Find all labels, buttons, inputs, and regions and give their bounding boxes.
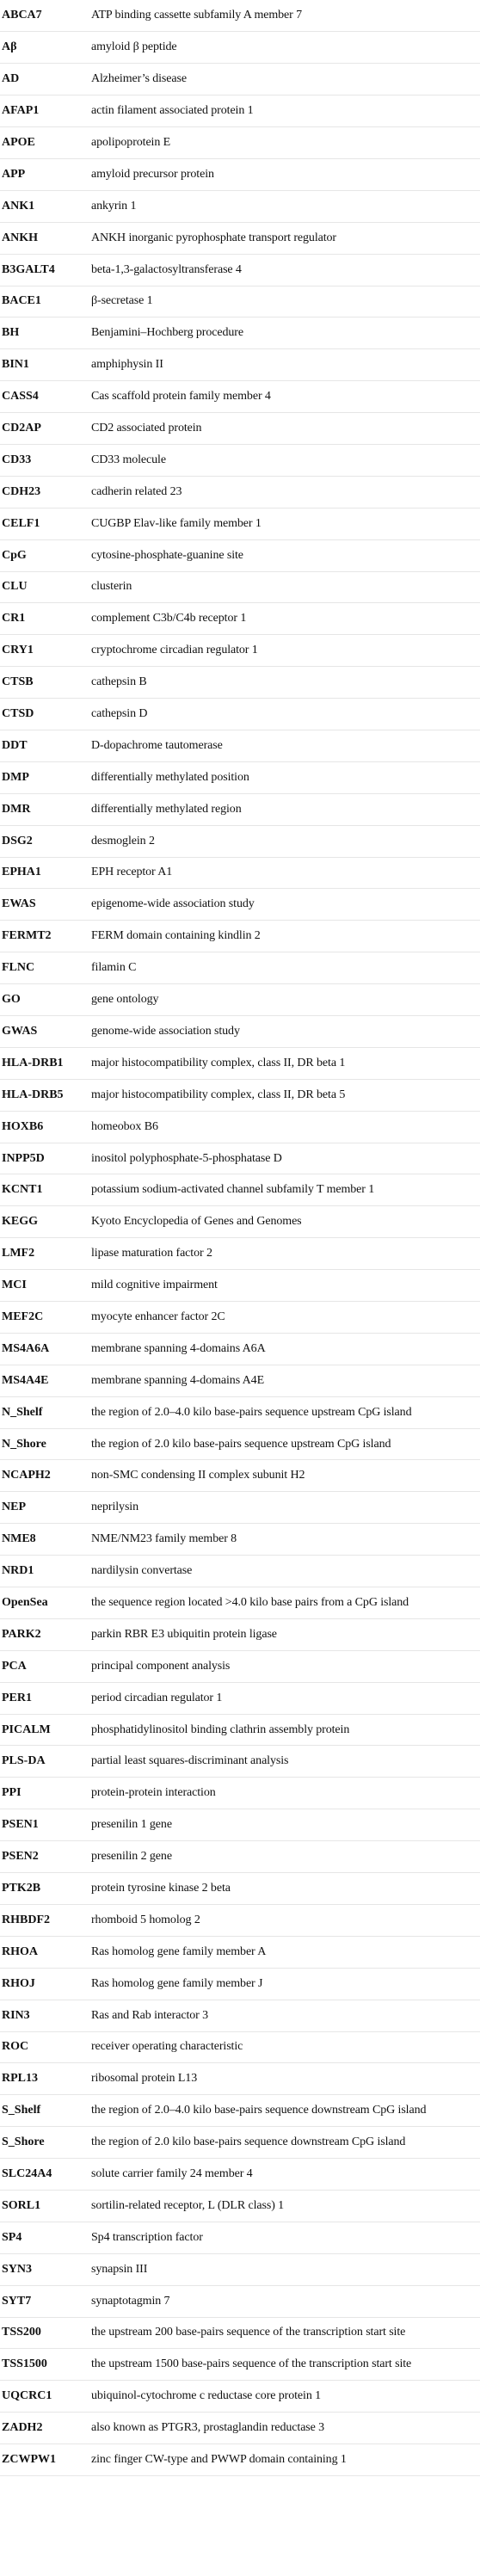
abbreviation-term: CTSB <box>0 667 91 699</box>
abbreviation-definition: Cas scaffold protein family member 4 <box>91 381 480 413</box>
table-row <box>0 1079 480 1111</box>
abbreviation-definition: ribosomal protein L13 <box>91 2063 480 2095</box>
abbreviation-term: RHBDF2 <box>0 1904 91 1936</box>
table-row <box>0 635 480 667</box>
abbreviation-term: Aβ <box>0 32 91 64</box>
table-row <box>0 1778 480 1809</box>
abbreviation-term: BH <box>0 317 91 349</box>
abbreviation-term: APP <box>0 158 91 190</box>
abbreviation-definition: ATP binding cassette subfamily A member 7 <box>91 0 480 32</box>
table-row <box>0 444 480 476</box>
abbreviation-definition: lipase maturation factor 2 <box>91 1238 480 1270</box>
abbreviation-definition: cathepsin B <box>91 667 480 699</box>
table-row <box>0 508 480 539</box>
table-row <box>0 2381 480 2413</box>
abbreviation-definition: apolipoprotein E <box>91 127 480 159</box>
abbreviation-term: MS4A4E <box>0 1365 91 1396</box>
abbreviation-definition: differentially methylated position <box>91 761 480 793</box>
table-row <box>0 1714 480 1746</box>
abbreviation-term: PICALM <box>0 1714 91 1746</box>
abbreviation-definition: homeobox B6 <box>91 1111 480 1143</box>
abbreviation-definition: protein tyrosine kinase 2 beta <box>91 1873 480 1905</box>
abbreviation-definition: EPH receptor A1 <box>91 857 480 889</box>
table-row <box>0 857 480 889</box>
table-row <box>0 2413 480 2444</box>
abbreviation-term: HOXB6 <box>0 1111 91 1143</box>
abbreviation-definition: ubiquinol-cytochrome c reductase core protein 1 <box>91 2381 480 2413</box>
table-row <box>0 381 480 413</box>
abbreviation-definition: major histocompatibility complex, class II, DR beta 5 <box>91 1079 480 1111</box>
table-row <box>0 2000 480 2031</box>
table-row <box>0 2317 480 2349</box>
table-row <box>0 2095 480 2127</box>
table-row <box>0 761 480 793</box>
abbreviation-definition: the upstream 1500 base-pairs sequence of the transcription start site <box>91 2349 480 2381</box>
abbreviation-definition: Kyoto Encyclopedia of Genes and Genomes <box>91 1206 480 1238</box>
table-row <box>0 793 480 825</box>
abbreviation-term: KEGG <box>0 1206 91 1238</box>
table-row <box>0 1047 480 1079</box>
table-row <box>0 2063 480 2095</box>
abbreviation-term: CD33 <box>0 444 91 476</box>
abbreviation-term: NME8 <box>0 1524 91 1556</box>
abbreviation-term: PTK2B <box>0 1873 91 1905</box>
abbreviation-definition: rhomboid 5 homolog 2 <box>91 1904 480 1936</box>
abbreviation-term: FLNC <box>0 952 91 984</box>
abbreviation-definition: cathepsin D <box>91 699 480 730</box>
table-row <box>0 1904 480 1936</box>
table-row <box>0 317 480 349</box>
abbreviation-definition: amyloid precursor protein <box>91 158 480 190</box>
abbreviation-definition: zinc finger CW-type and PWWP domain containing 1 <box>91 2444 480 2476</box>
abbreviation-term: CASS4 <box>0 381 91 413</box>
table-row <box>0 730 480 761</box>
table-row <box>0 1302 480 1334</box>
abbreviation-term: OpenSea <box>0 1587 91 1619</box>
table-row <box>0 1016 480 1048</box>
abbreviation-term: S_Shore <box>0 2127 91 2159</box>
abbreviation-definition: period circadian regulator 1 <box>91 1682 480 1714</box>
abbreviation-definition: differentially methylated region <box>91 793 480 825</box>
abbreviation-definition: cytosine-phosphate-guanine site <box>91 539 480 571</box>
abbreviation-term: PARK2 <box>0 1618 91 1650</box>
table-row <box>0 571 480 603</box>
table-row <box>0 1333 480 1365</box>
table-row <box>0 1873 480 1905</box>
abbreviation-definition: membrane spanning 4-domains A4E <box>91 1365 480 1396</box>
table-row <box>0 64 480 96</box>
table-row <box>0 96 480 127</box>
abbreviation-definition: protein-protein interaction <box>91 1778 480 1809</box>
abbreviation-term: BIN1 <box>0 349 91 381</box>
table-row <box>0 2031 480 2063</box>
table-row <box>0 1587 480 1619</box>
table-row <box>0 32 480 64</box>
table-row <box>0 2222 480 2253</box>
table-row <box>0 1111 480 1143</box>
abbreviation-definition: nardilysin convertase <box>91 1556 480 1587</box>
abbreviation-definition: actin filament associated protein 1 <box>91 96 480 127</box>
abbreviation-term: PSEN1 <box>0 1809 91 1841</box>
table-row <box>0 1492 480 1524</box>
abbreviation-definition: epigenome-wide association study <box>91 889 480 921</box>
table-row <box>0 0 480 32</box>
abbreviation-term: N_Shore <box>0 1428 91 1460</box>
table-row <box>0 190 480 222</box>
abbreviation-term: ZCWPW1 <box>0 2444 91 2476</box>
abbreviation-definition: beta-1,3-galactosyltransferase 4 <box>91 254 480 286</box>
abbreviation-term: ANKH <box>0 222 91 254</box>
table-row <box>0 1968 480 2000</box>
abbreviation-term: GWAS <box>0 1016 91 1048</box>
abbreviation-definition: D-dopachrome tautomerase <box>91 730 480 761</box>
abbreviation-term: MS4A6A <box>0 1333 91 1365</box>
abbreviation-term: DSG2 <box>0 825 91 857</box>
table-row <box>0 1238 480 1270</box>
table-row <box>0 286 480 317</box>
abbreviation-definition: non-SMC condensing II complex subunit H2 <box>91 1460 480 1492</box>
abbreviation-definition: potassium sodium-activated channel subfamily T member 1 <box>91 1174 480 1206</box>
abbreviation-definition: filamin C <box>91 952 480 984</box>
abbreviation-term: RHOA <box>0 1936 91 1968</box>
abbreviation-definition: neprilysin <box>91 1492 480 1524</box>
abbreviation-term: ABCA7 <box>0 0 91 32</box>
table-row <box>0 1556 480 1587</box>
abbreviation-term: FERMT2 <box>0 921 91 952</box>
abbreviation-definition: receiver operating characteristic <box>91 2031 480 2063</box>
table-row <box>0 1270 480 1302</box>
abbreviation-term: CTSD <box>0 699 91 730</box>
abbreviation-term: CpG <box>0 539 91 571</box>
abbreviation-definition: ankyrin 1 <box>91 190 480 222</box>
abbreviation-definition: Ras homolog gene family member A <box>91 1936 480 1968</box>
table-row <box>0 1428 480 1460</box>
abbreviation-term: N_Shelf <box>0 1396 91 1428</box>
table-row <box>0 2127 480 2159</box>
abbreviation-definition: amphiphysin II <box>91 349 480 381</box>
table-row <box>0 1746 480 1778</box>
abbreviation-definition: Ras and Rab interactor 3 <box>91 2000 480 2031</box>
abbreviation-term: RPL13 <box>0 2063 91 2095</box>
abbreviation-definition: parkin RBR E3 ubiquitin protein ligase <box>91 1618 480 1650</box>
abbreviation-definition: solute carrier family 24 member 4 <box>91 2159 480 2191</box>
table-row <box>0 1365 480 1396</box>
abbreviation-definition: clusterin <box>91 571 480 603</box>
table-row <box>0 254 480 286</box>
abbreviation-term: DMR <box>0 793 91 825</box>
abbreviation-term: NEP <box>0 1492 91 1524</box>
table-row <box>0 984 480 1016</box>
table-row <box>0 825 480 857</box>
abbreviation-definition: sortilin-related receptor, L (DLR class) 1 <box>91 2190 480 2222</box>
table-row <box>0 1143 480 1174</box>
abbreviation-term: MEF2C <box>0 1302 91 1334</box>
abbreviation-definition: genome-wide association study <box>91 1016 480 1048</box>
abbreviation-term: EWAS <box>0 889 91 921</box>
table-row <box>0 603 480 635</box>
abbreviation-term: NCAPH2 <box>0 1460 91 1492</box>
table-row <box>0 2159 480 2191</box>
table-row <box>0 667 480 699</box>
abbreviation-definition: also known as PTGR3, prostaglandin reductase 3 <box>91 2413 480 2444</box>
abbreviation-definition: cadherin related 23 <box>91 476 480 508</box>
table-row <box>0 1618 480 1650</box>
abbreviation-definition: gene ontology <box>91 984 480 1016</box>
abbreviation-definition: the region of 2.0 kilo base-pairs sequence downstream CpG island <box>91 2127 480 2159</box>
table-row <box>0 889 480 921</box>
abbreviation-definition: CD2 associated protein <box>91 413 480 445</box>
table-row <box>0 2444 480 2476</box>
table-row <box>0 1524 480 1556</box>
abbreviation-term: AD <box>0 64 91 96</box>
table-row <box>0 1682 480 1714</box>
abbreviation-term: EPHA1 <box>0 857 91 889</box>
table-row <box>0 413 480 445</box>
abbreviation-definition: partial least squares-discriminant analysis <box>91 1746 480 1778</box>
abbreviation-term: ANK1 <box>0 190 91 222</box>
table-row <box>0 1460 480 1492</box>
abbreviation-definition: principal component analysis <box>91 1650 480 1682</box>
table-row <box>0 222 480 254</box>
abbreviation-term: CDH23 <box>0 476 91 508</box>
table-row <box>0 2349 480 2381</box>
table-row <box>0 2253 480 2285</box>
table-row <box>0 127 480 159</box>
abbreviation-term: CD2AP <box>0 413 91 445</box>
abbreviation-definition: β-secretase 1 <box>91 286 480 317</box>
abbreviation-definition: desmoglein 2 <box>91 825 480 857</box>
abbreviation-definition: presenilin 2 gene <box>91 1841 480 1873</box>
abbreviation-definition: the region of 2.0–4.0 kilo base-pairs sequence downstream CpG island <box>91 2095 480 2127</box>
abbreviation-term: RIN3 <box>0 2000 91 2031</box>
abbreviation-term: CR1 <box>0 603 91 635</box>
abbreviation-term: LMF2 <box>0 1238 91 1270</box>
table-row <box>0 349 480 381</box>
abbreviation-definition: NME/NM23 family member 8 <box>91 1524 480 1556</box>
abbreviation-term: PCA <box>0 1650 91 1682</box>
abbreviation-term: SYN3 <box>0 2253 91 2285</box>
abbreviation-definition: synaptotagmin 7 <box>91 2285 480 2317</box>
abbreviation-definition: the region of 2.0 kilo base-pairs sequence upstream CpG island <box>91 1428 480 1460</box>
table-row <box>0 952 480 984</box>
abbreviation-term: SYT7 <box>0 2285 91 2317</box>
abbreviation-definition: ANKH inorganic pyrophosphate transport regulator <box>91 222 480 254</box>
abbreviation-term: TSS1500 <box>0 2349 91 2381</box>
abbreviation-term: B3GALT4 <box>0 254 91 286</box>
abbreviation-term: DMP <box>0 761 91 793</box>
abbreviation-definition: presenilin 1 gene <box>91 1809 480 1841</box>
abbreviation-definition: CUGBP Elav-like family member 1 <box>91 508 480 539</box>
abbreviation-definition: Sp4 transcription factor <box>91 2222 480 2253</box>
abbreviation-term: RHOJ <box>0 1968 91 2000</box>
abbreviation-term: CLU <box>0 571 91 603</box>
abbreviation-term: S_Shelf <box>0 2095 91 2127</box>
abbreviation-term: SORL1 <box>0 2190 91 2222</box>
abbreviation-definition: complement C3b/C4b receptor 1 <box>91 603 480 635</box>
abbreviation-definition: inositol polyphosphate-5-phosphatase D <box>91 1143 480 1174</box>
abbreviation-term: HLA-DRB1 <box>0 1047 91 1079</box>
abbreviation-term: GO <box>0 984 91 1016</box>
abbreviation-definition: Benjamini–Hochberg procedure <box>91 317 480 349</box>
abbreviation-definition: CD33 molecule <box>91 444 480 476</box>
table-row <box>0 158 480 190</box>
abbreviation-definition: myocyte enhancer factor 2C <box>91 1302 480 1334</box>
abbreviation-definition: mild cognitive impairment <box>91 1270 480 1302</box>
table-row <box>0 1841 480 1873</box>
abbreviation-term: NRD1 <box>0 1556 91 1587</box>
abbreviation-term: PLS-DA <box>0 1746 91 1778</box>
abbreviation-term: ROC <box>0 2031 91 2063</box>
abbreviation-definition: FERM domain containing kindlin 2 <box>91 921 480 952</box>
abbreviation-term: MCI <box>0 1270 91 1302</box>
abbreviation-definition: cryptochrome circadian regulator 1 <box>91 635 480 667</box>
table-row <box>0 2190 480 2222</box>
abbreviation-term: CELF1 <box>0 508 91 539</box>
abbreviation-term: TSS200 <box>0 2317 91 2349</box>
abbreviation-definition: the region of 2.0–4.0 kilo base-pairs sequence upstream CpG island <box>91 1396 480 1428</box>
abbreviation-term: PPI <box>0 1778 91 1809</box>
abbreviation-definition: major histocompatibility complex, class II, DR beta 1 <box>91 1047 480 1079</box>
table-row <box>0 1396 480 1428</box>
table-row <box>0 539 480 571</box>
abbreviation-term: PER1 <box>0 1682 91 1714</box>
table-row <box>0 476 480 508</box>
table-row <box>0 1650 480 1682</box>
abbreviation-definition: the upstream 200 base-pairs sequence of the transcription start site <box>91 2317 480 2349</box>
abbreviation-term: HLA-DRB5 <box>0 1079 91 1111</box>
abbreviation-term: CRY1 <box>0 635 91 667</box>
abbreviation-definition: the sequence region located >4.0 kilo base pairs from a CpG island <box>91 1587 480 1619</box>
table-row <box>0 1206 480 1238</box>
abbreviation-definition: amyloid β peptide <box>91 32 480 64</box>
table-row <box>0 1174 480 1206</box>
abbreviation-definition: Ras homolog gene family member J <box>91 1968 480 2000</box>
abbreviation-term: APOE <box>0 127 91 159</box>
table-row <box>0 921 480 952</box>
table-row <box>0 1809 480 1841</box>
abbreviation-term: SLC24A4 <box>0 2159 91 2191</box>
abbreviation-term: DDT <box>0 730 91 761</box>
abbreviation-term: KCNT1 <box>0 1174 91 1206</box>
abbreviation-term: AFAP1 <box>0 96 91 127</box>
table-row <box>0 699 480 730</box>
abbreviation-term: INPP5D <box>0 1143 91 1174</box>
abbreviation-term: UQCRC1 <box>0 2381 91 2413</box>
abbreviation-term: ZADH2 <box>0 2413 91 2444</box>
abbreviation-definition: membrane spanning 4-domains A6A <box>91 1333 480 1365</box>
table-row <box>0 2285 480 2317</box>
abbreviation-definition: phosphatidylinositol binding clathrin assembly protein <box>91 1714 480 1746</box>
abbreviation-term: PSEN2 <box>0 1841 91 1873</box>
abbreviation-term: BACE1 <box>0 286 91 317</box>
abbreviation-term: SP4 <box>0 2222 91 2253</box>
table-row <box>0 1936 480 1968</box>
abbreviation-definition: Alzheimer’s disease <box>91 64 480 96</box>
abbreviation-definition: synapsin III <box>91 2253 480 2285</box>
